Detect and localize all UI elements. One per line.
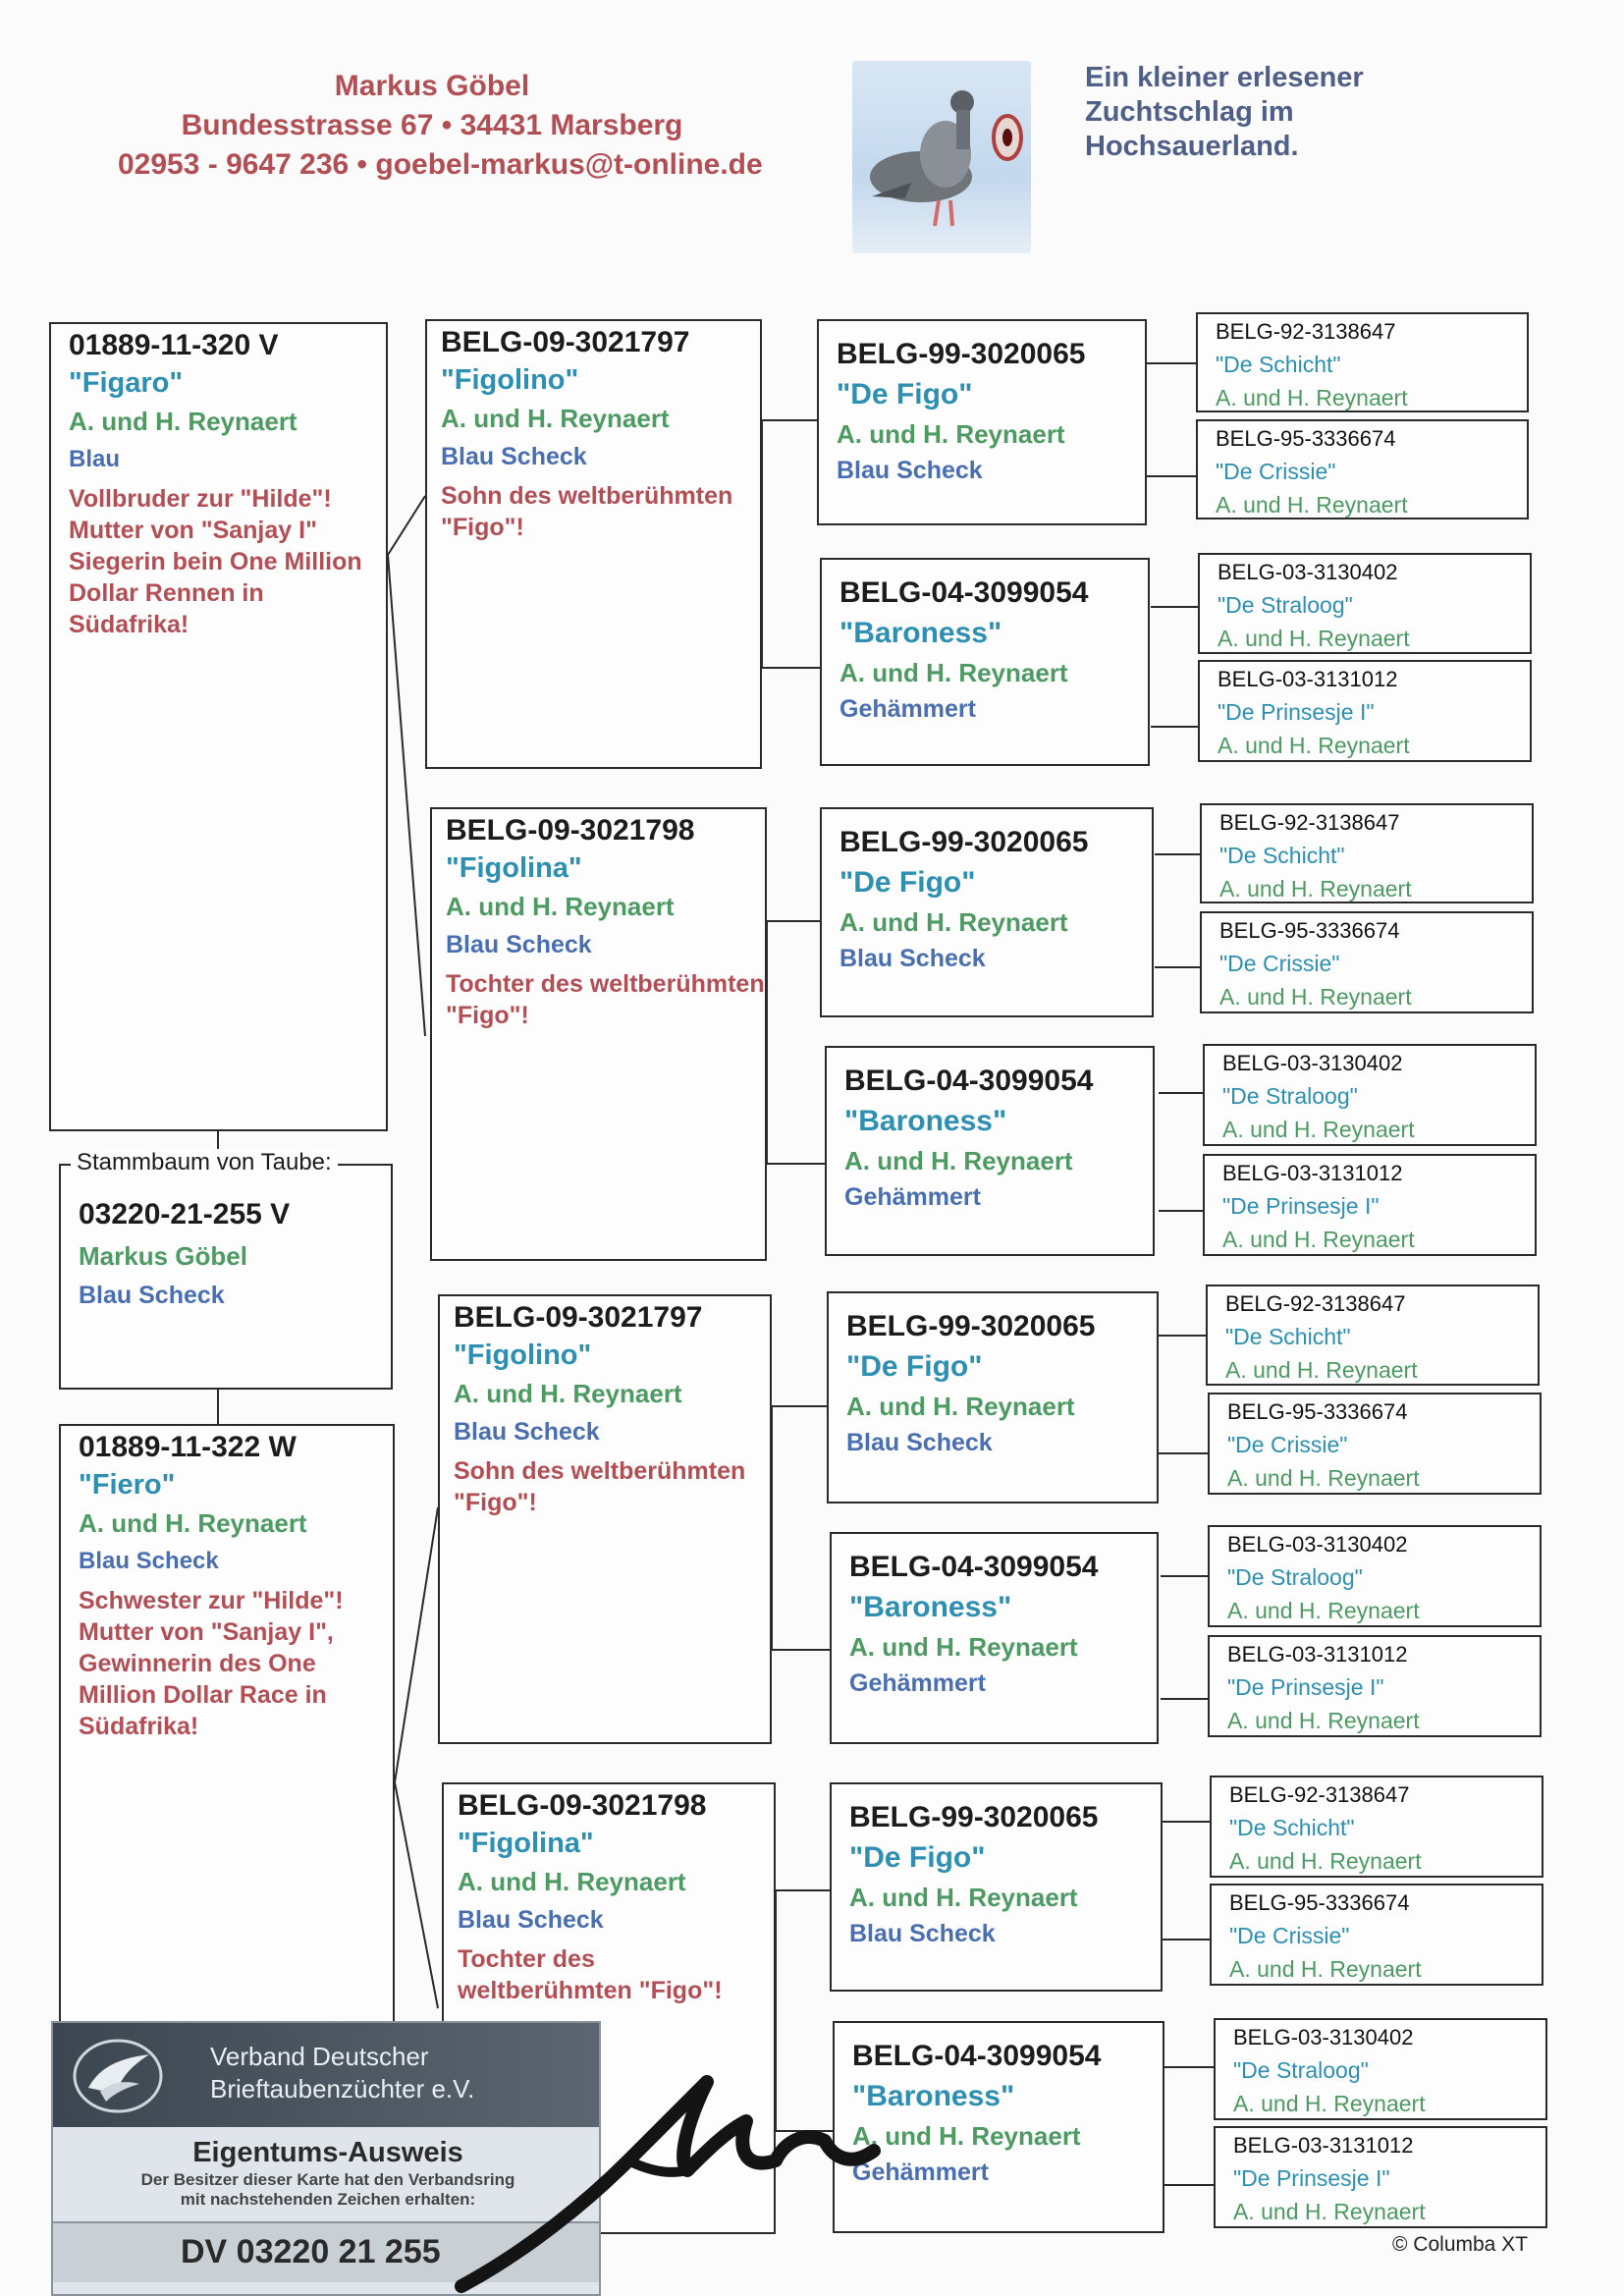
- grandparent-name: "Figolina": [458, 1828, 594, 1859]
- grandparent-color: Blau Scheck: [441, 443, 587, 470]
- grandparent-breeder: A. und H. Reynaert: [454, 1379, 682, 1408]
- great-grandparent-ring-number: BELG-99-3020065: [839, 826, 1089, 858]
- grandparent-ring-number: BELG-09-3021797: [454, 1301, 703, 1334]
- grandparent-note: Tochter des weltberühmten "Figo"!: [446, 970, 765, 1029]
- ancestor-name: "De Prinsesje I": [1233, 2165, 1390, 2191]
- ownership-card-text-line-1: Der Besitzer dieser Karte hat den Verbandsring: [140, 2170, 515, 2189]
- breeder-name: Markus Göbel: [334, 70, 530, 102]
- ancestor-name: "De Straloog": [1227, 1564, 1363, 1590]
- great-grandparent-name: "De Figo": [837, 378, 973, 410]
- ancestor-breeder: A. und H. Reynaert: [1218, 733, 1410, 758]
- breeder-address: Bundesstrasse 67 • 34431 Marsberg: [181, 109, 683, 141]
- subject-color: Blau Scheck: [79, 1282, 225, 1309]
- grandparent-color: Blau Scheck: [454, 1418, 600, 1446]
- great-grandparent-name: "De Figo": [849, 1841, 986, 1874]
- ancestor-breeder: A. und H. Reynaert: [1222, 1117, 1415, 1142]
- great-grandparent-breeder: A. und H. Reynaert: [839, 658, 1068, 687]
- ancestor-breeder: A. und H. Reynaert: [1227, 1598, 1420, 1623]
- ancestor-ring-number: BELG-92-3138647: [1225, 1291, 1406, 1316]
- great-grandparent-ring-number: BELG-04-3099054: [839, 576, 1089, 609]
- dam-color: Blau Scheck: [79, 1548, 219, 1574]
- ancestor-breeder: A. und H. Reynaert: [1219, 876, 1412, 902]
- great-grandparent-name: "De Figo": [839, 866, 976, 899]
- subject-caption: Stammbaum von Taube:: [71, 1149, 338, 1176]
- organization-line-2: Brieftaubenzüchter e.V.: [210, 2074, 475, 2104]
- ownership-card-ring-number: DV 03220 21 255: [181, 2233, 441, 2270]
- ancestor-ring-number: BELG-03-3131012: [1222, 1161, 1403, 1185]
- copyright-notice: © Columba XT: [1392, 2233, 1529, 2256]
- dam-ring-number: 01889-11-322 W: [79, 1431, 297, 1463]
- ancestor-ring-number: BELG-92-3138647: [1229, 1782, 1410, 1807]
- ancestor-ring-number: BELG-95-3336674: [1219, 918, 1400, 943]
- ancestor-name: "De Crissie": [1216, 459, 1336, 484]
- grandparent-name: "Figolino": [441, 364, 579, 396]
- grandparent-note: Sohn des weltberühmten "Figo"!: [454, 1457, 746, 1516]
- ancestor-name: "De Schicht": [1229, 1815, 1355, 1840]
- great-grandparent-name: "Baroness": [839, 617, 1002, 649]
- dam-name: "Fiero": [79, 1469, 176, 1501]
- sire-color: Blau: [69, 446, 121, 472]
- grandparent-name: "Figolino": [454, 1339, 592, 1371]
- great-grandparent-ring-number: BELG-99-3020065: [849, 1801, 1099, 1833]
- dam-breeder: A. und H. Reynaert: [79, 1508, 307, 1538]
- subject-ring-number: 03220-21-255 V: [79, 1198, 291, 1230]
- great-grandparent-breeder: A. und H. Reynaert: [846, 1392, 1075, 1421]
- great-grandparent-ring-number: BELG-04-3099054: [844, 1065, 1094, 1097]
- great-grandparent-color: Gehämmert: [844, 1183, 981, 1211]
- dam-note: Schwester zur "Hilde"! Mutter von "Sanjay I", Gewinnerin des One Million Dollar Race in Südafrika!: [79, 1587, 344, 1740]
- ancestor-breeder: A. und H. Reynaert: [1233, 2199, 1426, 2224]
- ancestor-ring-number: BELG-03-3130402: [1222, 1051, 1403, 1075]
- ancestor-name: "De Schicht": [1216, 352, 1341, 377]
- ancestor-name: "De Straloog": [1218, 592, 1353, 618]
- ancestor-name: "De Straloog": [1233, 2057, 1369, 2083]
- great-grandparent-breeder: A. und H. Reynaert: [849, 1883, 1078, 1912]
- ancestor-breeder: A. und H. Reynaert: [1227, 1465, 1420, 1491]
- ancestor-ring-number: BELG-92-3138647: [1219, 810, 1400, 835]
- ancestor-breeder: A. und H. Reynaert: [1216, 492, 1408, 518]
- great-grandparent-ring-number: BELG-99-3020065: [837, 338, 1086, 370]
- sire-ring-number: 01889-11-320 V: [69, 329, 279, 361]
- ancestor-ring-number: BELG-95-3336674: [1229, 1890, 1410, 1915]
- slogan-line-3: Hochsauerland.: [1085, 131, 1299, 162]
- ancestor-name: "De Prinsesje I": [1218, 699, 1375, 725]
- ancestor-name: "De Crissie": [1219, 951, 1340, 976]
- great-grandparent-breeder: A. und H. Reynaert: [839, 907, 1068, 937]
- grandparent-color: Blau Scheck: [446, 931, 592, 958]
- sire-name: "Figaro": [69, 367, 184, 399]
- great-grandparent-ring-number: BELG-99-3020065: [846, 1310, 1096, 1342]
- ancestor-ring-number: BELG-92-3138647: [1216, 319, 1396, 344]
- ancestor-name: "De Straloog": [1222, 1083, 1358, 1109]
- great-grandparent-color: Blau Scheck: [839, 945, 986, 972]
- organization-line-1: Verband Deutscher: [210, 2042, 429, 2071]
- ancestor-breeder: A. und H. Reynaert: [1229, 1956, 1422, 1982]
- grandparent-breeder: A. und H. Reynaert: [441, 404, 670, 433]
- ancestor-breeder: A. und H. Reynaert: [1222, 1227, 1415, 1252]
- great-grandparent-name: "Baroness": [849, 1591, 1012, 1623]
- ancestor-ring-number: BELG-03-3130402: [1218, 560, 1398, 584]
- ancestor-breeder: A. und H. Reynaert: [1216, 385, 1408, 410]
- subject-breeder: Markus Göbel: [79, 1241, 247, 1271]
- grandparent-note: Sohn des weltberühmten "Figo"!: [441, 482, 733, 541]
- great-grandparent-ring-number: BELG-04-3099054: [852, 2040, 1102, 2072]
- ancestor-name: "De Schicht": [1225, 1324, 1351, 1349]
- ancestor-breeder: A. und H. Reynaert: [1229, 1848, 1422, 1874]
- great-grandparent-color: Gehämmert: [852, 2159, 989, 2186]
- ancestor-ring-number: BELG-95-3336674: [1227, 1399, 1408, 1424]
- sire-note: Vollbruder zur "Hilde"! Mutter von "Sanjay I" Siegerin bein One Million Dollar Rennen in Südafrika!: [69, 485, 362, 638]
- ancestor-ring-number: BELG-95-3336674: [1216, 426, 1396, 451]
- great-grandparent-breeder: A. und H. Reynaert: [837, 419, 1065, 449]
- great-grandparent-color: Gehämmert: [839, 695, 976, 723]
- breeder-contact: 02953 - 9647 236 • goebel-markus@t-online.de: [118, 148, 763, 181]
- grandparent-ring-number: BELG-09-3021797: [441, 326, 690, 358]
- grandparent-ring-number: BELG-09-3021798: [458, 1789, 707, 1822]
- ancestor-ring-number: BELG-03-3131012: [1227, 1642, 1408, 1667]
- ancestor-breeder: A. und H. Reynaert: [1218, 626, 1410, 651]
- sire-breeder: A. und H. Reynaert: [69, 407, 298, 436]
- great-grandparent-name: "Baroness": [844, 1105, 1007, 1137]
- ancestor-ring-number: BELG-03-3130402: [1227, 1532, 1408, 1557]
- great-grandparent-ring-number: BELG-04-3099054: [849, 1551, 1099, 1583]
- ancestor-ring-number: BELG-03-3130402: [1233, 2025, 1414, 2050]
- ancestor-name: "De Prinsesje I": [1222, 1193, 1380, 1219]
- slogan-line-2: Zuchtschlag im: [1085, 96, 1294, 128]
- grandparent-breeder: A. und H. Reynaert: [458, 1867, 686, 1896]
- ancestor-name: "De Crissie": [1229, 1923, 1350, 1948]
- great-grandparent-breeder: A. und H. Reynaert: [852, 2121, 1081, 2151]
- ancestor-ring-number: BELG-03-3131012: [1218, 667, 1398, 691]
- great-grandparent-name: "De Figo": [846, 1350, 983, 1383]
- ancestor-breeder: A. und H. Reynaert: [1219, 984, 1412, 1010]
- grandparent-note: Tochter des weltberühmten "Figo"!: [458, 1945, 723, 2004]
- great-grandparent-color: Blau Scheck: [849, 1920, 996, 1947]
- slogan-line-1: Ein kleiner erlesener: [1085, 62, 1364, 93]
- great-grandparent-breeder: A. und H. Reynaert: [844, 1146, 1073, 1175]
- great-grandparent-color: Gehämmert: [849, 1669, 986, 1697]
- ancestor-breeder: A. und H. Reynaert: [1227, 1708, 1420, 1733]
- ownership-card-title: Eigentums-Ausweis: [192, 2137, 463, 2168]
- ancestor-breeder: A. und H. Reynaert: [1233, 2091, 1426, 2116]
- ownership-card-text-line-2: mit nachstehenden Zeichen erhalten:: [180, 2190, 476, 2209]
- grandparent-name: "Figolina": [446, 852, 582, 884]
- ancestor-name: "De Crissie": [1227, 1432, 1348, 1457]
- great-grandparent-color: Blau Scheck: [846, 1429, 993, 1456]
- ancestor-breeder: A. und H. Reynaert: [1225, 1357, 1418, 1383]
- great-grandparent-name: "Baroness": [852, 2080, 1015, 2112]
- great-grandparent-color: Blau Scheck: [837, 457, 983, 484]
- grandparent-ring-number: BELG-09-3021798: [446, 814, 695, 847]
- great-grandparent-breeder: A. und H. Reynaert: [849, 1632, 1078, 1662]
- ancestor-name: "De Prinsesje I": [1227, 1674, 1384, 1700]
- grandparent-breeder: A. und H. Reynaert: [446, 892, 675, 921]
- ancestor-name: "De Schicht": [1219, 843, 1345, 868]
- grandparent-color: Blau Scheck: [458, 1906, 604, 1934]
- ancestor-ring-number: BELG-03-3131012: [1233, 2133, 1414, 2158]
